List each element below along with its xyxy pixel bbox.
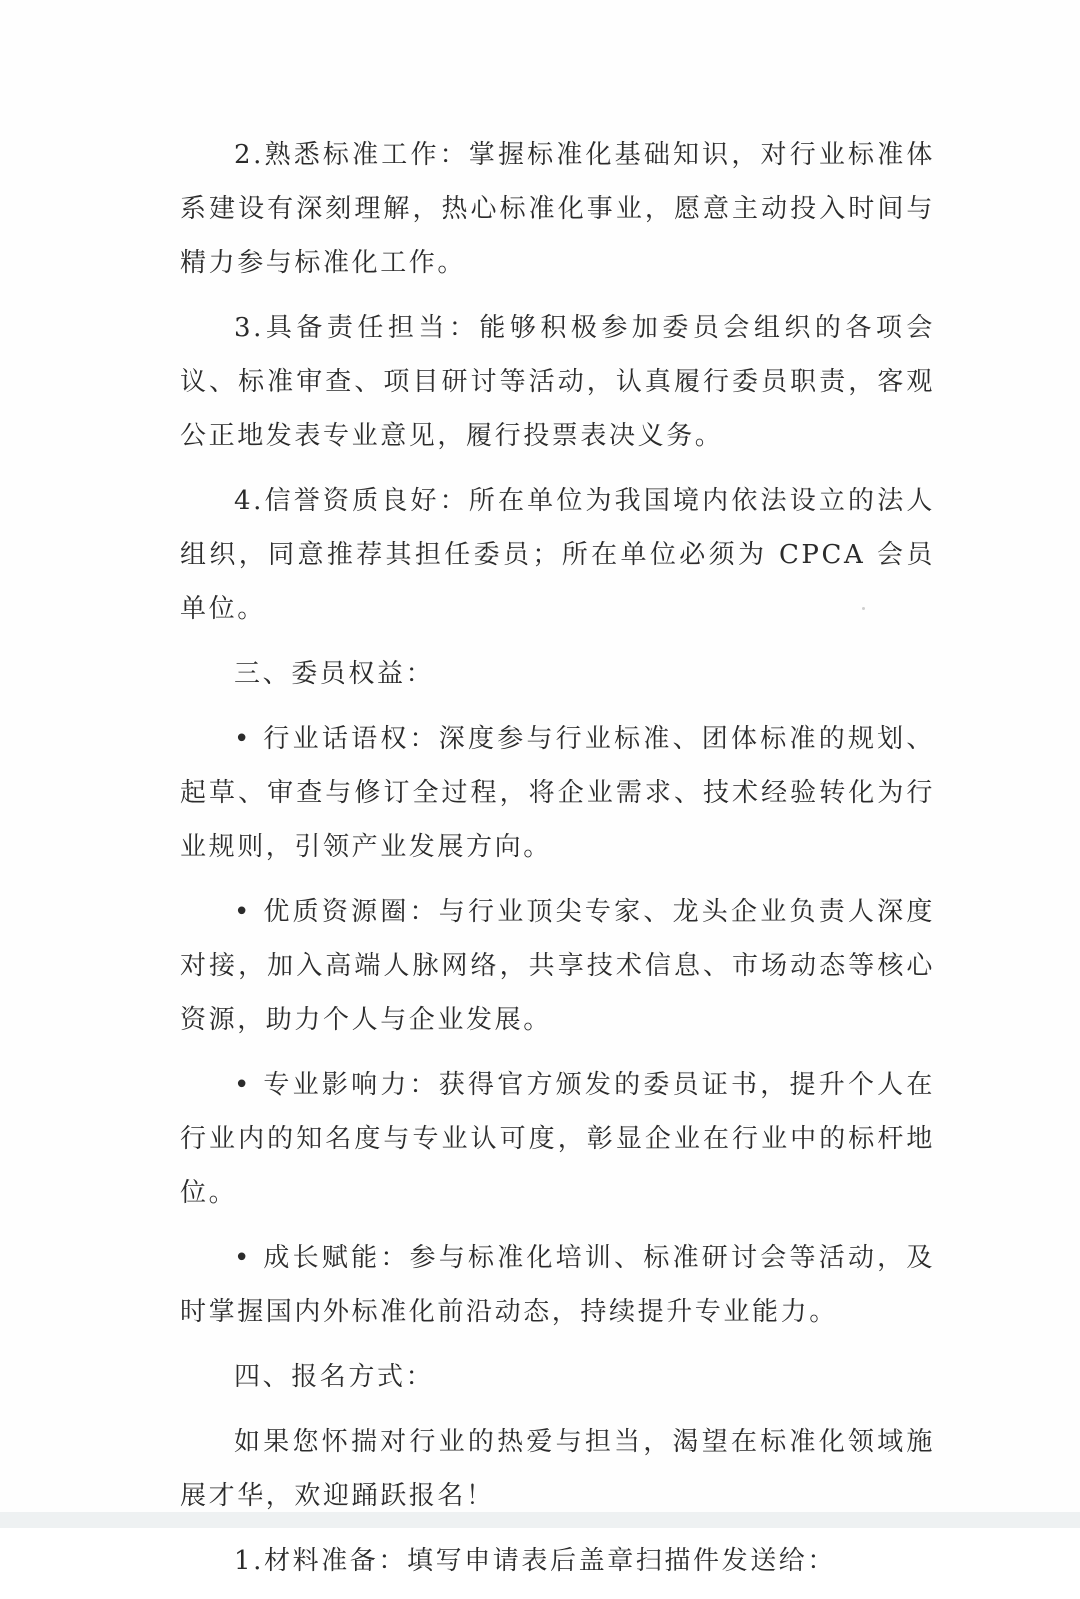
requirement-3-paragraph: 3.具备责任担当：能够积极参加委员会组织的各项会议、标准审查、项目研讨等活动，认真履行委员职责，客观公正地发表专业意见，履行投票表决义务。 <box>180 313 935 451</box>
scan-speck <box>862 607 865 610</box>
requirement-2-paragraph: 2.熟悉标准工作：掌握标准化基础知识，对行业标准体系建设有深刻理解，热心标准化事业，愿意主动投入时间与精力参与标准化工作。 <box>180 140 935 278</box>
right-bullet-voice: • 行业话语权：深度参与行业标准、团体标准的规划、起草、审查与修订全过程，将企业需求、技术经验转化为行业规则，引领产业发展方向。 <box>180 724 935 862</box>
right-bullet-growth: • 成长赋能：参与标准化培训、标准研讨会等活动，及时掌握国内外标准化前沿动态，持续提升专业能力。 <box>180 1243 935 1327</box>
scan-edge-band <box>0 1512 1080 1528</box>
right-bullet-resources: • 优质资源圈：与行业顶尖专家、龙头企业负责人深度对接，加入高端人脉网络，共享技术信息、市场动态等核心资源，助力个人与企业发展。 <box>180 897 935 1035</box>
section-heading-rights: 三、委员权益： <box>234 659 435 689</box>
signup-invitation-paragraph: 如果您怀揣对行业的热爱与担当，渴望在标准化领域施展才华，欢迎踊跃报名！ <box>180 1427 935 1511</box>
section-heading-signup: 四、报名方式： <box>234 1362 435 1392</box>
requirement-4-paragraph: 4.信誉资质良好：所在单位为我国境内依法设立的法人组织，同意推荐其担任委员；所在单位必须为 CPCA 会员单位。 <box>180 486 935 624</box>
document-body <box>180 128 935 1599</box>
right-bullet-influence: • 专业影响力：获得官方颁发的委员证书，提升个人在行业内的知名度与专业认可度，彰显企业在行业中的标杆地位。 <box>180 1070 935 1208</box>
signup-step-1-paragraph: 1.材料准备：填写申请表后盖章扫描件发送给： <box>234 1546 837 1576</box>
